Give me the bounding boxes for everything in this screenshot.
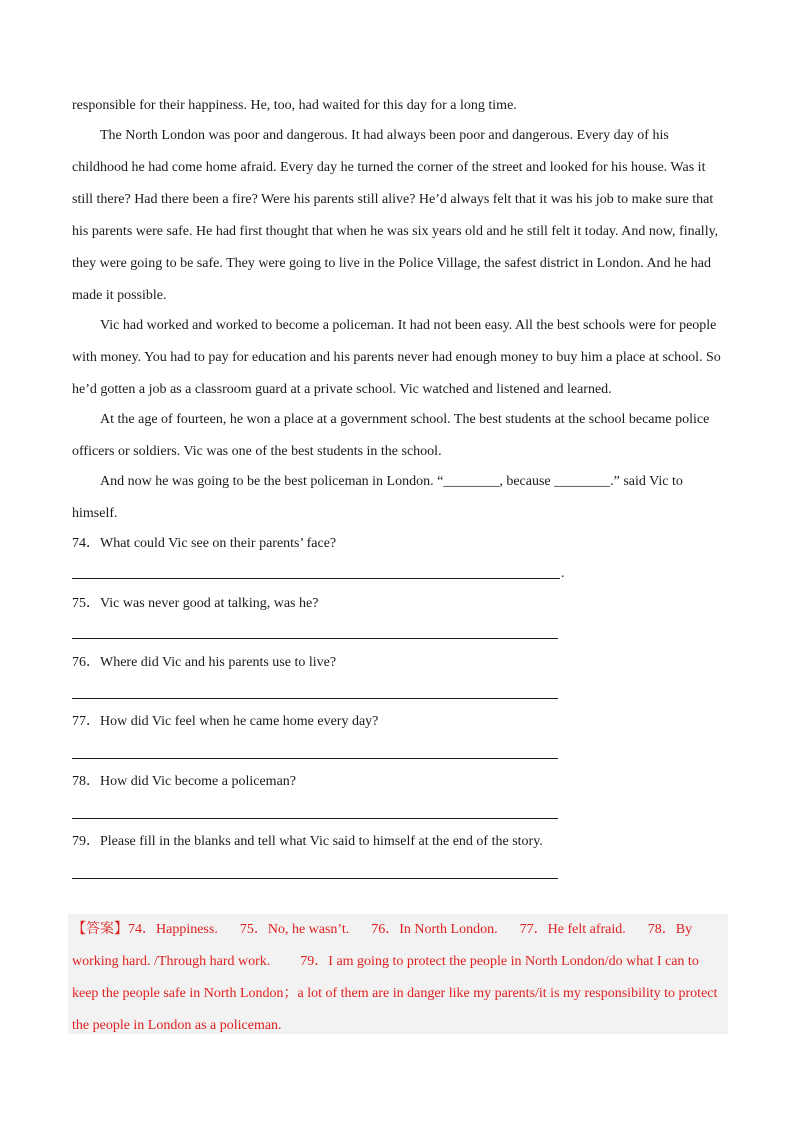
question-75: 75．Vic was never good at talking, was he? bbox=[72, 596, 319, 611]
question-76: 76．Where did Vic and his parents use to live? bbox=[72, 655, 337, 670]
answer-75: 75．No, he wasn’t. bbox=[239, 922, 350, 937]
passage-line: childhood he had come home afraid. Every day he turned the corner of the street and looked for his house. Was it bbox=[72, 160, 706, 175]
question-77: 77．How did Vic feel when he came home every day? bbox=[72, 714, 379, 729]
answer-line-78[interactable] bbox=[72, 818, 558, 819]
answer-line-74-period: . bbox=[561, 566, 565, 581]
passage-line: made it possible. bbox=[72, 288, 167, 303]
passage-line: himself. bbox=[72, 506, 118, 521]
answer-line-79[interactable] bbox=[72, 878, 558, 879]
question-78: 78．How did Vic become a policeman? bbox=[72, 774, 296, 789]
answer-line: the people in London as a policeman. bbox=[72, 1018, 282, 1033]
passage-line: The North London was poor and dangerous. It had always been poor and dangerous. Every day of his bbox=[100, 128, 669, 143]
question-74: 74．What could Vic see on their parents’ face? bbox=[72, 536, 337, 551]
passage-line: he’d gotten a job as a classroom guard at a private school. Vic watched and listened and learned. bbox=[72, 382, 612, 397]
passage-line: still there? Had there been a fire? Were his parents still alive? He’d always felt that it was his job to make sure that bbox=[72, 192, 714, 207]
passage-line: they were going to be safe. They were going to live in the Police Village, the safest district in London. And he had bbox=[72, 256, 711, 271]
passage-line: At the age of fourteen, he won a place at a government school. The best students at the school became police bbox=[100, 412, 710, 427]
answer-line-77[interactable] bbox=[72, 758, 558, 759]
answer-line: keep the people safe in North London；a lot of them are in danger like my parents/it is my responsibility to protect bbox=[72, 986, 718, 1001]
answer-77: 77．He felt afraid. bbox=[519, 922, 626, 937]
answer-line-74[interactable] bbox=[72, 578, 560, 579]
answer-79-start: 79．I am going to protect the people in North London/do what I can to bbox=[300, 954, 699, 969]
passage-line: with money. You had to pay for education and his parents never had enough money to buy him a place at school. So bbox=[72, 350, 721, 365]
passage-line: officers or soldiers. Vic was one of the best students in the school. bbox=[72, 444, 442, 459]
answer-line-76[interactable] bbox=[72, 698, 558, 699]
answer-76: 76．In North London. bbox=[371, 922, 498, 937]
answer-74: 74．Happiness. bbox=[128, 922, 218, 937]
passage-line: And now he was going to be the best policeman in London. “________, because ________.” said Vic to bbox=[100, 474, 683, 489]
answer-78-start: 78．By bbox=[647, 922, 693, 937]
answer-line bbox=[72, 920, 732, 940]
answer-78-end: working hard. /Through hard work. bbox=[72, 954, 271, 969]
passage-line: responsible for their happiness. He, too, had waited for this day for a long time. bbox=[72, 98, 517, 113]
passage-line: his parents were safe. He had first thought that when he was six years old and he still felt it today. And now, finally, bbox=[72, 224, 719, 239]
answer-line-75[interactable] bbox=[72, 638, 558, 639]
passage-line: Vic had worked and worked to become a policeman. It had not been easy. All the best schools were for people bbox=[100, 318, 717, 333]
question-79: 79．Please fill in the blanks and tell what Vic said to himself at the end of the story. bbox=[72, 834, 543, 849]
answer-label: 【答案】 bbox=[72, 922, 128, 937]
answer-line bbox=[72, 952, 732, 972]
